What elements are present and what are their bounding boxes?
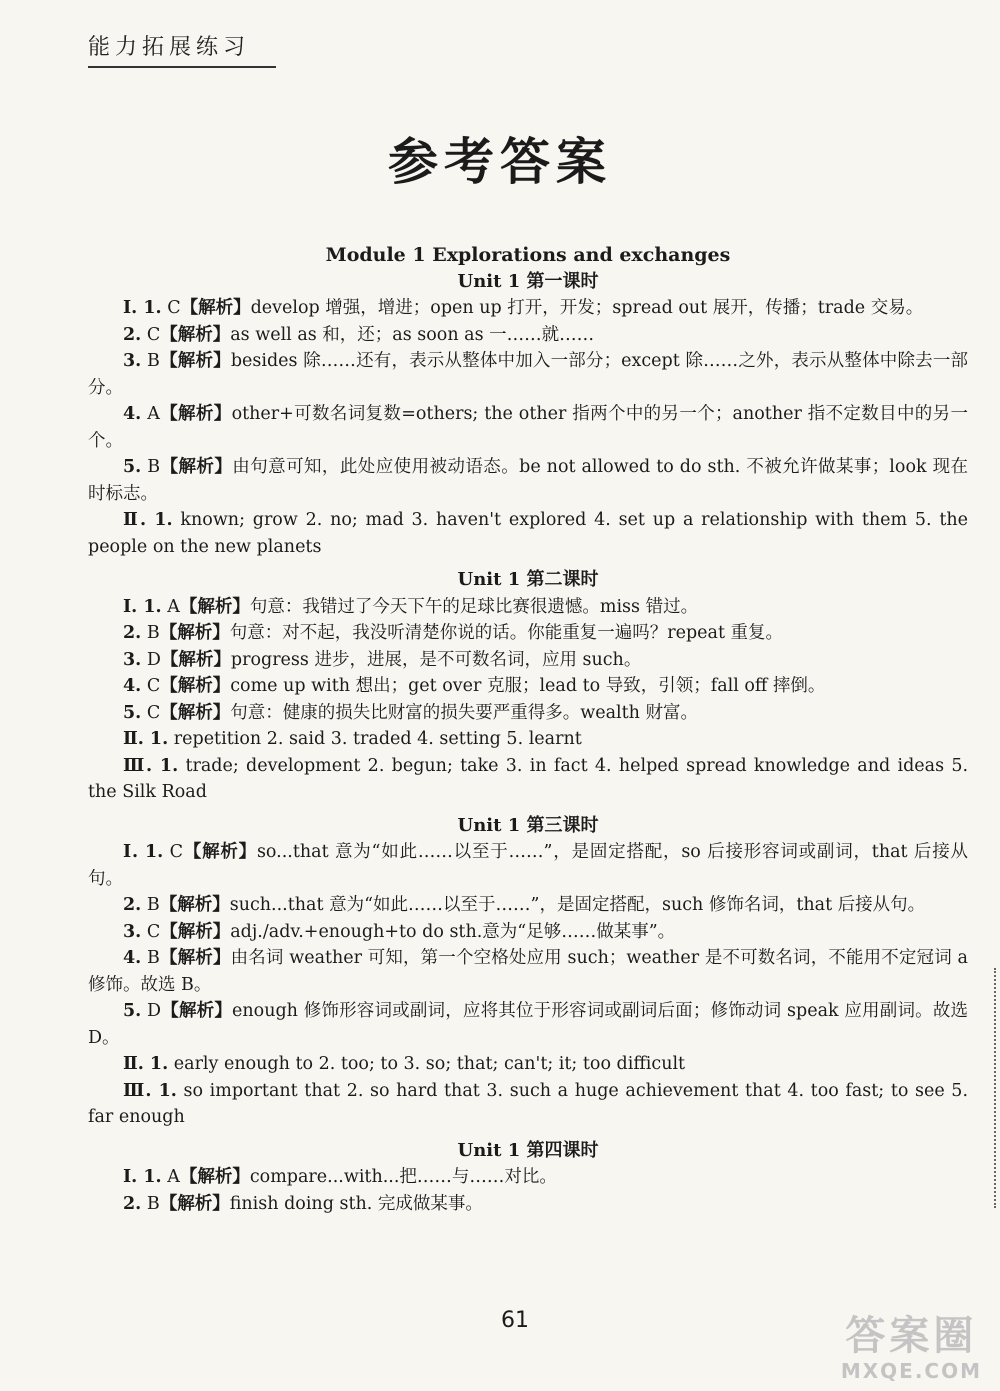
- item-number: Ⅱ. 1.: [123, 510, 173, 530]
- unit-title: Unit 1 第二课时: [457, 569, 599, 590]
- answer-text: compare...with...把……与……对比。: [249, 1167, 557, 1187]
- page-title: 参考答案: [388, 133, 612, 191]
- item-number: 2.: [123, 324, 142, 345]
- answer-item: [88, 892, 968, 919]
- analysis-tag: 【解析】: [159, 404, 232, 424]
- answer-text: enough 修饰形容词或副词，应将其位于形容词或副词后面；修饰动词 speak 应用副词。故选 D。: [88, 1001, 969, 1048]
- item-number: 4.: [123, 676, 142, 696]
- answer-item: [88, 998, 968, 1051]
- answer-key: B: [146, 895, 160, 915]
- answer-key: C: [146, 921, 161, 942]
- answer-key: A: [167, 1167, 180, 1187]
- item-number: Ⅱ. 1.: [123, 1054, 169, 1074]
- analysis-tag: 【解析】: [160, 457, 233, 477]
- analysis-tag: 【解析】: [179, 1167, 250, 1187]
- item-number: Ⅰ. 1.: [123, 1167, 162, 1187]
- module-title: Module 1 Explorations and exchanges: [325, 244, 731, 266]
- page-number: 61: [501, 1308, 529, 1333]
- analysis-tag: 【解析】: [182, 842, 257, 862]
- watermark-logo-text: 答案圈: [845, 1313, 978, 1359]
- item-number: Ⅲ. 1.: [123, 1080, 177, 1101]
- item-number: 2.: [123, 895, 142, 915]
- answer-text: so important that 2. so hard that 3. such a huge achievement that 4. too fast; to see 5. far enough: [88, 1080, 969, 1127]
- answer-text: finish doing sth. 完成做某事。: [229, 1193, 483, 1214]
- answer-item: [88, 594, 968, 621]
- analysis-tag: 【解析】: [160, 324, 231, 345]
- answer-text: other+可数名词复数=others; the other 指两个中的另一个；another 指不定数目中的另一个。: [88, 404, 968, 451]
- answer-text: repetition 2. said 3. traded 4. setting 5. learnt: [173, 729, 582, 749]
- side-dotted-line: [994, 968, 996, 1208]
- answer-text: 句意：我错过了今天下午的足球比赛很遗憾。miss 错过。: [249, 596, 699, 617]
- analysis-tag: 【解析】: [159, 351, 231, 371]
- answer-item: [88, 839, 968, 892]
- item-number: 5.: [123, 702, 142, 723]
- answer-item: [88, 673, 968, 700]
- item-number: Ⅱ. 1.: [123, 729, 169, 749]
- answer-item: [88, 1164, 968, 1191]
- answer-item: [88, 454, 968, 507]
- answer-key: C: [167, 298, 181, 318]
- answer-key: B: [146, 623, 160, 643]
- answer-text: 由名词 weather 可知，第一个空格处应用 such；weather 是不可数名词，不能用不定冠词 a 修饰。故选 B。: [88, 948, 968, 995]
- answer-item: [88, 620, 968, 647]
- analysis-tag: 【解析】: [159, 623, 230, 643]
- item-number: Ⅰ. 1.: [123, 298, 162, 318]
- unit-title: Unit 1 第一课时: [457, 270, 599, 292]
- answer-text: as well as 和，还；as soon as 一……就……: [230, 324, 595, 345]
- answer-key: A: [167, 596, 180, 617]
- answer-item: [88, 1078, 968, 1131]
- answer-text: early enough to 2. too; to 3. so; that; can't; it; too difficult: [173, 1054, 686, 1074]
- unit-title: Unit 1 第三课时: [457, 814, 599, 836]
- answer-item: [88, 919, 968, 946]
- unit-title: Unit 1 第四课时: [457, 1139, 599, 1161]
- answer-key: C: [169, 842, 183, 862]
- answer-text: known; grow 2. no; mad 3. haven't explored 4. set up a relationship with them 5. the people on the new planets: [88, 510, 968, 557]
- answer-item: [88, 1051, 968, 1078]
- item-number: 3.: [123, 649, 142, 670]
- answer-key: B: [146, 1193, 160, 1214]
- analysis-tag: 【解析】: [160, 702, 231, 723]
- answer-item: [88, 726, 968, 753]
- answer-item: [88, 322, 968, 349]
- item-number: 3.: [123, 921, 142, 942]
- answer-key: B: [147, 457, 161, 477]
- item-number: 2.: [123, 1193, 142, 1214]
- answer-text: besides 除……还有，表示从整体中加入一部分；except 除……之外，表示从整体中除去一部分。: [88, 351, 968, 398]
- watermark-site: MXQE.COM: [840, 1359, 982, 1383]
- watermark-logo: [841, 1313, 982, 1383]
- answer-item: [88, 647, 968, 674]
- answer-text: come up with 想出；get over 克服；lead to 导致，引领；fall off 摔倒。: [230, 676, 826, 696]
- answer-item: [88, 507, 968, 560]
- item-number: Ⅰ. 1.: [123, 596, 162, 617]
- item-number: 5.: [123, 457, 142, 477]
- answer-sections: [88, 269, 968, 1218]
- answer-item: [88, 1191, 968, 1218]
- answer-text: develop 增强，增进；open up 打开，开发；spread out 展开，传播；trade 交易。: [250, 298, 924, 318]
- analysis-tag: 【解析】: [159, 895, 230, 915]
- item-number: Ⅰ. 1.: [123, 842, 164, 862]
- answer-key: D: [147, 1001, 162, 1021]
- analysis-tag: 【解析】: [161, 1001, 233, 1021]
- answer-text: 句意：对不起，我没听清楚你说的话。你能重复一遍吗？repeat 重复。: [229, 623, 784, 643]
- answer-item: [88, 401, 968, 454]
- item-number: 4.: [123, 404, 142, 424]
- answer-key: C: [146, 702, 161, 723]
- answer-text: so...that 意为“如此……以至于……”，是固定搭配，so 后接形容词或副词，that 后接从句。: [88, 842, 969, 889]
- answer-key: C: [146, 324, 161, 345]
- answer-key: A: [147, 404, 160, 424]
- item-number: 2.: [123, 623, 142, 643]
- answer-item: [88, 700, 968, 727]
- series-underline: [88, 66, 276, 68]
- series-title: 能力拓展练习: [88, 35, 251, 60]
- analysis-tag: 【解析】: [160, 649, 231, 670]
- analysis-tag: 【解析】: [159, 948, 231, 968]
- answer-text: trade; development 2. begun; take 3. in fact 4. helped spread knowledge and ideas 5. the Silk Road: [88, 755, 969, 802]
- item-number: 3.: [123, 351, 142, 371]
- item-number: 4.: [123, 948, 142, 968]
- answer-text: 句意：健康的损失比财富的损失要严重得多。wealth 财富。: [230, 702, 698, 723]
- answer-key: D: [146, 649, 161, 670]
- answer-text: adj./adv.+enough+to do sth.意为“足够……做某事”。: [230, 921, 676, 942]
- answer-item: [88, 348, 968, 401]
- answer-item: [88, 753, 968, 806]
- answer-key: B: [147, 948, 160, 968]
- analysis-tag: 【解析】: [180, 298, 251, 318]
- item-number: 5.: [123, 1001, 142, 1021]
- answer-key: B: [147, 351, 160, 371]
- answer-item: [88, 295, 968, 322]
- answer-content: [88, 242, 968, 1217]
- analysis-tag: 【解析】: [179, 596, 250, 617]
- answer-key: C: [146, 676, 161, 696]
- answer-text: such...that 意为“如此……以至于……”，是固定搭配，such 修饰名词，that 后接从句。: [229, 895, 926, 915]
- analysis-tag: 【解析】: [160, 676, 231, 696]
- answer-text: progress 进步，进展，是不可数名词，应用 such。: [230, 649, 642, 670]
- analysis-tag: 【解析】: [160, 921, 231, 942]
- item-number: Ⅲ. 1.: [123, 755, 179, 776]
- answer-text: 由句意可知，此处应使用被动语态。be not allowed to do sth. 不被允许做某事；look 现在时标志。: [88, 457, 968, 504]
- analysis-tag: 【解析】: [159, 1193, 230, 1214]
- answer-item: [88, 945, 968, 998]
